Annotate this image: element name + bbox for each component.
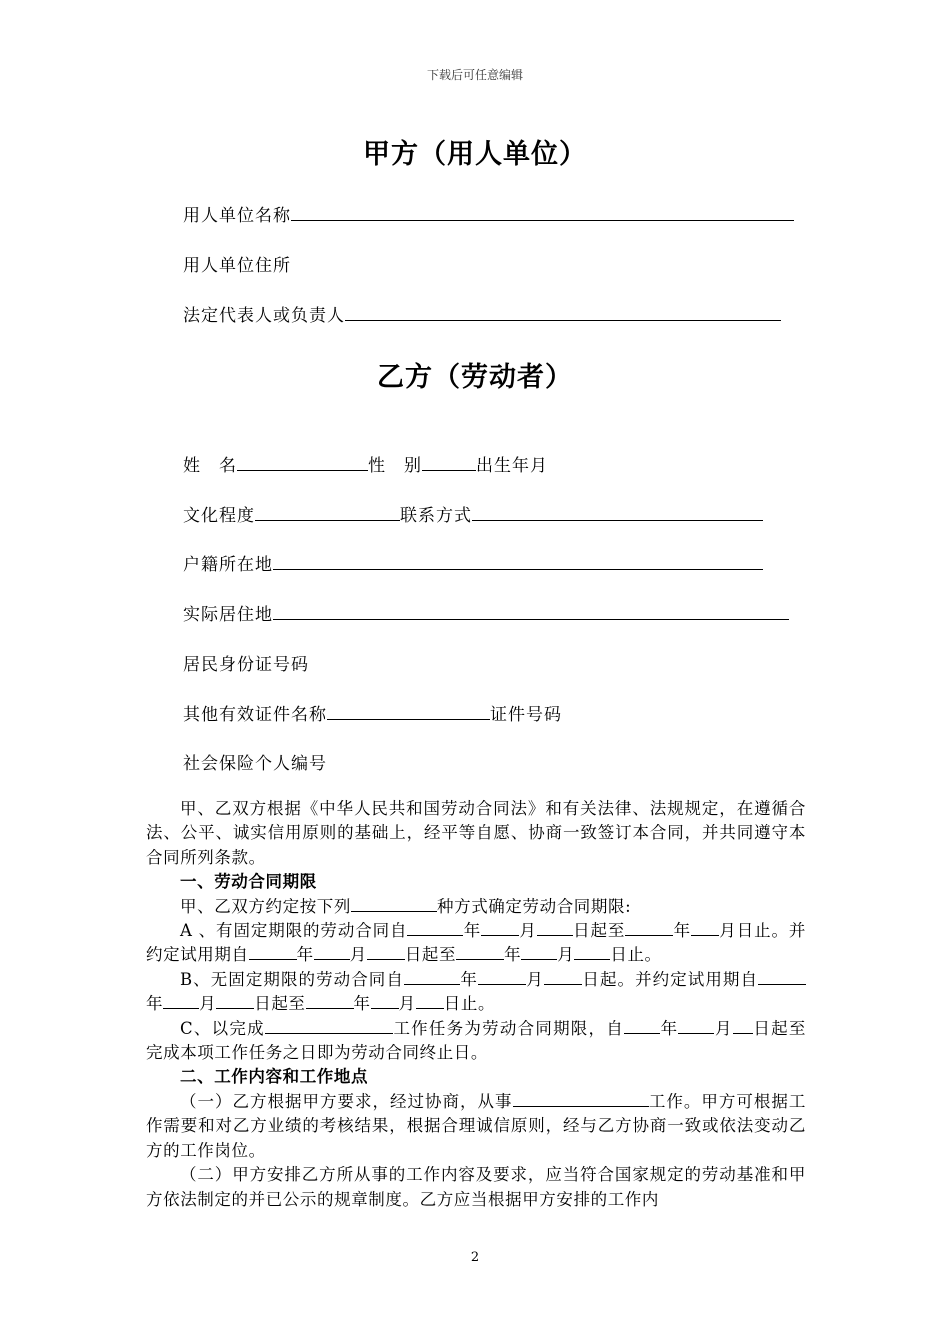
household-field (183, 550, 763, 575)
option-b-paragraph: B、无固定期限的劳动合同自 年 月 日起。并约定试用期自年 月 日起至 年 月 日止。 (146, 968, 806, 1017)
other-id-blank[interactable] (327, 701, 490, 720)
term-method-line: 甲、乙双方约定按下列 种方式确定劳动合同期限: (180, 896, 632, 916)
birth-label: 出生年月 (476, 456, 548, 476)
party-a-title: 甲方（用人单位） (363, 139, 587, 170)
party-b-title: 乙方（劳动者） (377, 362, 573, 393)
representative-label: 法定代表人或负责人 (183, 306, 345, 326)
contract-body (146, 797, 806, 1212)
name-gender-row (183, 451, 548, 476)
gender-blank[interactable] (422, 452, 476, 471)
residence-blank[interactable] (273, 601, 789, 620)
task-blank[interactable] (265, 1017, 393, 1034)
representative-blank[interactable] (345, 302, 781, 321)
employer-name-blank[interactable] (291, 202, 794, 221)
header-note: 下载后可任意编辑 (426, 68, 523, 82)
option-c-paragraph: C、以完成 工作任务为劳动合同期限，自 年 月 日起至完成本项工作任务之日即为劳动合同终止日。 (146, 1018, 806, 1063)
other-id-label: 其他有效证件名称 (183, 705, 327, 725)
employer-name-field (183, 201, 794, 226)
residence-label: 实际居住地 (183, 605, 273, 625)
method-blank[interactable] (351, 895, 437, 912)
work-content-paragraph: （一）乙方根据甲方要求，经过协商，从事 工作。甲方可根据工作需要和对乙方业绩的考核结果，根据合理诚信原则，经与乙方协商一致或依法变动乙方的工作岗位。 (146, 1091, 806, 1160)
option-a-paragraph: A 、有固定期限的劳动合同自 年 月 日起至 年 月日止。并约定试用期自 年 月 日起至 年 月 日止。 (146, 921, 806, 965)
household-label: 户籍所在地 (183, 555, 273, 575)
employer-address-label: 用人单位住所 (183, 256, 291, 276)
contact-label: 联系方式 (400, 506, 472, 526)
contact-blank[interactable] (472, 502, 763, 521)
name-label: 姓 名 (183, 456, 237, 476)
gender-label: 性 别 (368, 456, 422, 476)
education-blank[interactable] (255, 502, 400, 521)
id-field (183, 650, 309, 675)
other-id-row (183, 700, 562, 725)
education-label: 文化程度 (183, 506, 255, 526)
name-blank[interactable] (237, 452, 368, 471)
employer-name-label: 用人单位名称 (183, 206, 291, 226)
household-blank[interactable] (273, 551, 763, 570)
social-label: 社会保险个人编号 (183, 754, 327, 774)
representative-field (183, 301, 781, 326)
social-field (183, 749, 327, 774)
job-blank[interactable] (513, 1090, 649, 1107)
section-2-title: 二、工作内容和工作地点 (180, 1067, 369, 1087)
work-requirements-paragraph: （二）甲方安排乙方所从事的工作内容及要求，应当符合国家规定的劳动基准和甲方依法制定的并已公示的规章制度。乙方应当根据甲方安排的工作内 (146, 1165, 806, 1209)
intro-paragraph: 甲、乙双方根据《中华人民共和国劳动合同法》和有关法律、法规规定，在遵循合法、公平、诚实信用原则的基础上，经平等自愿、协商一致签订本合同，并共同遵守本合同所列条款。 (146, 799, 806, 867)
residence-field (183, 600, 789, 625)
employer-address-field (183, 251, 291, 276)
cert-no-label: 证件号码 (490, 705, 562, 725)
page-number: 2 (470, 1250, 480, 1265)
education-contact-row (183, 501, 763, 526)
id-label: 居民身份证号码 (183, 655, 309, 675)
section-1-title: 一、劳动合同期限 (180, 872, 317, 892)
